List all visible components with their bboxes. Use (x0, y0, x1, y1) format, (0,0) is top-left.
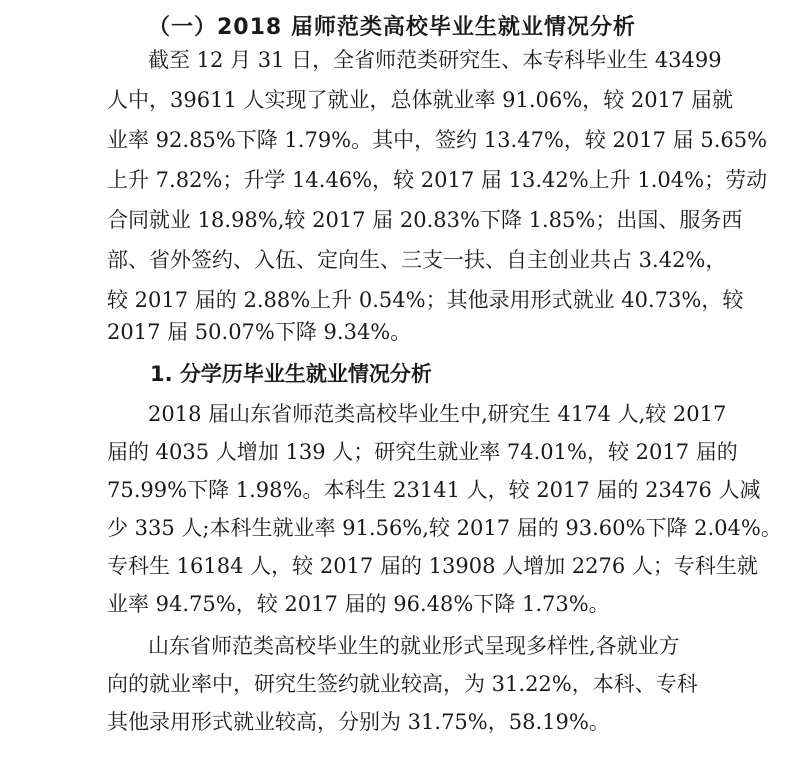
section-heading: （一）2018 届师范类高校毕业生就业情况分析 (148, 15, 636, 40)
subsection-heading: 1. 分学历毕业生就业情况分析 (150, 362, 432, 386)
paragraph-line: 部、省外签约、入伍、定向生、三支一扶、自主创业共占 3.42%， (107, 248, 727, 272)
paragraph-line: 其他录用形式就业较高，分别为 31.75%，58.19%。 (107, 710, 610, 734)
paragraph-line: 合同就业 18.98%,较 2017 届 20.83%下降 1.85%；出国、服务西 (107, 208, 743, 232)
paragraph-line: 75.99%下降 1.98%。本科生 23141 人，较 2017 届的 23476 人减 (107, 478, 761, 502)
paragraph-line: 专科生 16184 人，较 2017 届的 13908 人增加 2276 人；专科生就 (107, 554, 758, 578)
paragraph-line: 少 335 人;本科生就业率 91.56%,较 2017 届的 93.60%下降 2.04%。 (107, 516, 782, 540)
paragraph-line: 向的就业率中，研究生签约就业较高，为 31.22%，本科、专科 (107, 672, 698, 696)
paragraph-line: 届的 4035 人增加 139 人；研究生就业率 74.01%，较 2017 届的 (107, 440, 738, 464)
paragraph-line: 截至 12 月 31 日，全省师范类研究生、本专科毕业生 43499 (148, 48, 722, 72)
paragraph-line: 业率 92.85%下降 1.79%。其中，签约 13.47%，较 2017 届 5.65% (107, 128, 768, 152)
paragraph-line: 业率 94.75%，较 2017 届的 96.48%下降 1.73%。 (107, 592, 610, 616)
paragraph-line: 上升 7.82%；升学 14.46%，较 2017 届 13.42%上升 1.04%；劳动 (107, 168, 768, 192)
paragraph-line: 2018 届山东省师范类高校毕业生中,研究生 4174 人,较 2017 (148, 402, 727, 426)
paragraph-line: 较 2017 届的 2.88%上升 0.54%；其他录用形式就业 40.73%，较 (107, 288, 744, 312)
paragraph-line: 山东省师范类高校毕业生的就业形式呈现多样性,各就业方 (148, 634, 680, 658)
paragraph-line: 人中，39611 人实现了就业，总体就业率 91.06%，较 2017 届就 (107, 88, 734, 112)
paragraph-line: 2017 届 50.07%下降 9.34%。 (107, 320, 412, 344)
